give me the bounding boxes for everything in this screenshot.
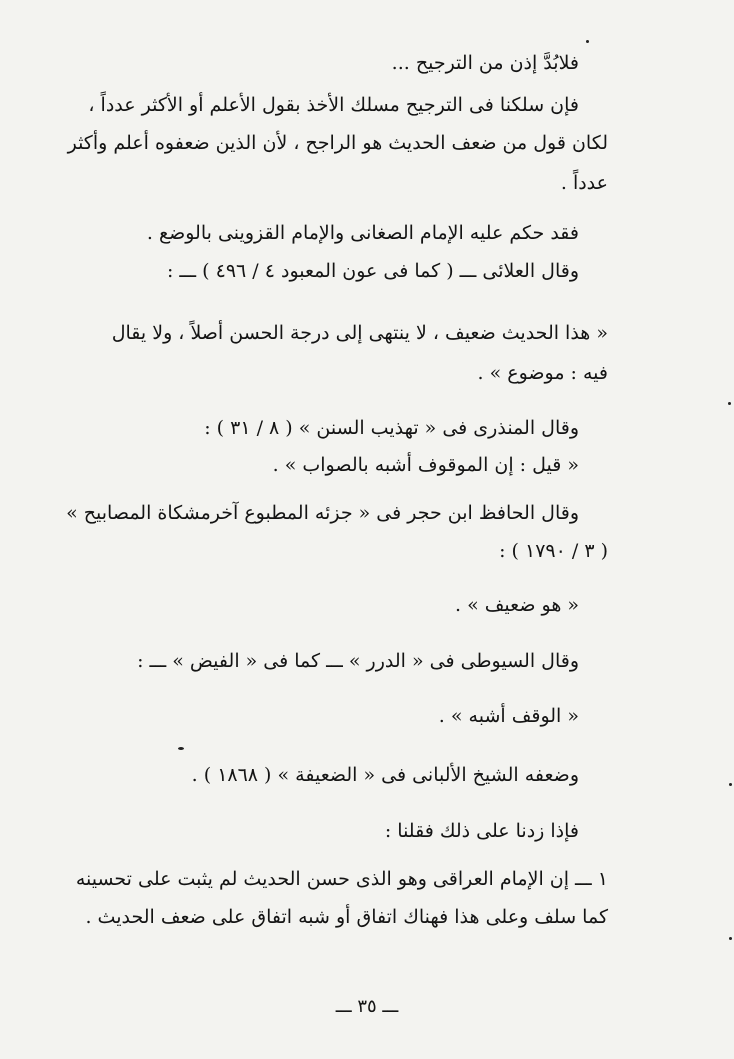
text-line-9: وقال المنذرى فى « تهذيب السنن » ( ٨ / ٣١ ) : — [204, 417, 579, 439]
text-line-8: فيه : موضوع » . — [477, 362, 608, 384]
text-line-16: وضعفه الشيخ الألبانى فى « الضعيفة » ( ١٨٦٨ ) . — [191, 764, 579, 786]
text-line-15: « الوقف أشبه » . — [438, 705, 579, 727]
text-line-7: « هذا الحديث ضعيف ، لا ينتهى إلى درجة الحسن أصلاً ، ولا يقال — [111, 322, 608, 344]
text-line-18: ١ ـــ إن الإمام العراقى وهو الذى حسن الحديث لم يثبت على تحسينه — [75, 868, 608, 890]
text-line-1: فلابُدَّ إذن من الترجيح ... — [391, 52, 579, 74]
text-line-13: « هو ضعيف » . — [455, 594, 579, 616]
text-line-5: فقد حكم عليه الإمام الصغانى والإمام القزوينى بالوضع . — [146, 222, 579, 244]
text-line-11: وقال الحافظ ابن حجر فى « جزئه المطبوع آخرمشكاة المصابيح » — [66, 502, 579, 524]
text-line-14: وقال السيوطى فى « الدرر » ـــ كما فى « الفيض » ـــ : — [137, 650, 579, 672]
text-line-2: فإن سلكنا فى الترجيح مسلك الأخذ بقول الأعلم أو الأكثر عدداً ، — [88, 94, 579, 116]
text-line-3: لكان قول من ضعف الحديث هو الراجح ، لأن الذين ضعفوه أعلم وأكثر — [67, 132, 608, 154]
scan-speck — [729, 783, 732, 786]
text-line-19: كما سلف وعلى هذا فهناك اتفاق أو شبه اتفاق على ضعف الحديث . — [85, 906, 608, 928]
text-line-6: وقال العلائى ـــ ( كما فى عون المعبود ٤ / ٤٩٦ ) ـــ : — [166, 260, 579, 282]
scan-speck — [728, 402, 731, 405]
text-line-10: « قيل : إن الموقوف أشبه بالصواب » . — [272, 454, 579, 476]
scan-speck — [178, 747, 184, 750]
page-number: ـــ ٣٥ ـــ — [335, 996, 399, 1017]
scan-speck — [729, 937, 732, 940]
scan-speck — [586, 40, 589, 43]
text-line-4: عدداً . — [560, 172, 608, 194]
text-line-17: فإذا زدنا على ذلك فقلنا : — [384, 820, 579, 842]
text-line-12: ( ٣ / ١٧٩٠ ) : — [499, 540, 608, 562]
